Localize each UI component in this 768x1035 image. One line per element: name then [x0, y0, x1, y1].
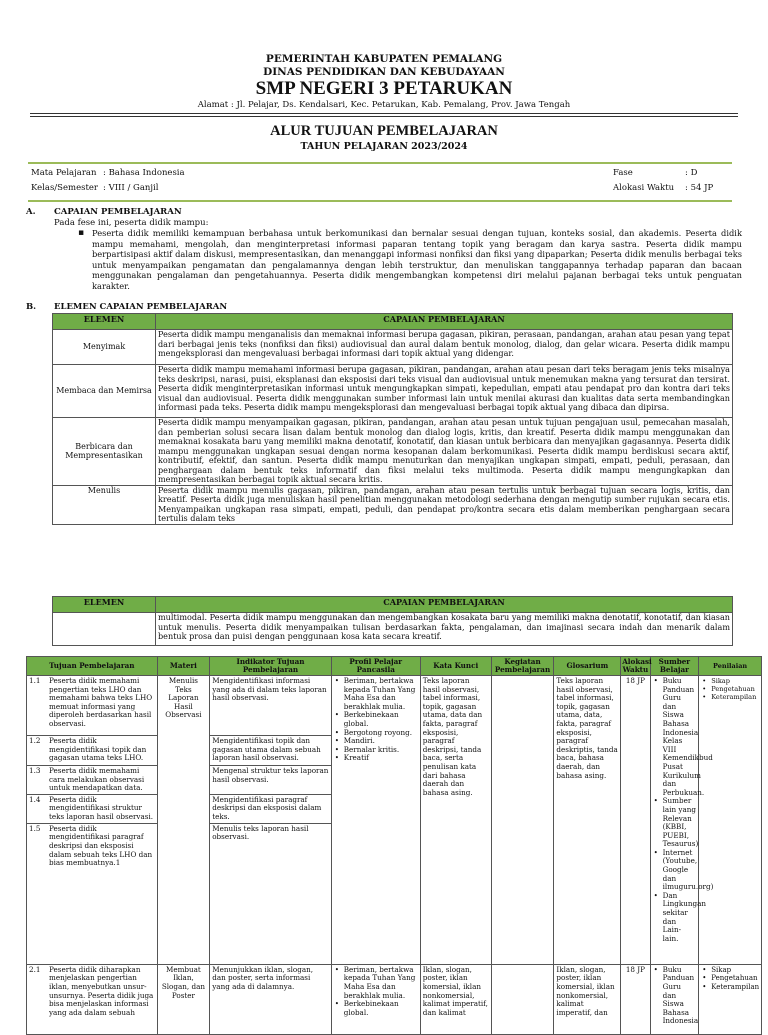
element-achievement: Peserta didik mampu menyampaikan gagasan, pikiran, pandangan, arahan atau pesan untuk tujuan pengajuan usul, pemecahan masalah, dan pemberian solusi secara lisan dalam bentuk monolog dan dialog logis, kritis, dan kreatif. Peserta didik mampu menggunakan dan memaknai kosakata baru yang memiliki makna denotatif, konotatif, dan kiasan untuk berbicara dan menyajikan gagasannya. Peserta didik mampu menggunakan ungkapan sesuai dengan norma kesopanan dalam berkomunikasi. Peserta didik mampu berdiskusi secara aktif, kontributif, efektif, dan santun. Peserta didik mampu menuturkan dan menyajikan ungkapan simpati, empati, peduli, perasaan, dan penghargaan dalam bentuk teks informatif dan fiksi melalui teks multimoda. Peserta didik mampu mengungkapkan dan mempresentasikan berbagai topik aktual secara kritis.	[156, 418, 733, 486]
letterhead-rule-thin	[30, 116, 738, 117]
profile-item: • Berkebinekaan global.	[334, 1000, 418, 1017]
source-item: • Sumber lain yang Relevan (KBBI, PUEBI, Tesaurus)	[653, 797, 697, 849]
objective-cell	[27, 766, 158, 795]
objective-text: Peserta didik memahami cara melakukan observasi untuk mendapatkan data.	[49, 766, 145, 793]
objective-number: 2.1	[29, 964, 41, 974]
assessment-item: • Keterampilan	[701, 983, 759, 992]
source-item: • Internet (Youtube, Google dan ilmuguru.org)	[653, 849, 697, 892]
element-table-continued	[52, 596, 733, 646]
column-header-assessment: Penilaian	[699, 657, 762, 676]
element-table	[52, 313, 733, 525]
assessment-item: • Pengetahuan	[701, 685, 759, 693]
time-allocation-value: : 54 JP	[685, 183, 714, 193]
objective-text: Peserta didik mengidentifikasi topik dan gagasan utama teks LHO.	[49, 736, 147, 763]
objective-text: Peserta didik memahami pengertian teks LHO dan memahami bahwa teks LHO memuat informasi yang diperoleh berdasarkan hasil observasi.	[49, 676, 153, 728]
objective-number: 1.4	[29, 794, 41, 804]
school-address: Alamat : Jl. Pelajar, Ds. Kendalsari, Kec. Petarukan, Kab. Pemalang, Prov. Jawa Tengah	[197, 100, 571, 110]
assessment-item: • Keterampilan	[701, 693, 759, 701]
document-subtitle: TAHUN PELAJARAN 2023/2024	[300, 141, 468, 152]
school-name: SMP NEGERI 3 PETARUKAN	[255, 78, 513, 99]
phase-value: : D	[685, 168, 698, 178]
atp-header-row	[27, 657, 762, 676]
objective-number: 1.1	[29, 676, 41, 685]
indicator-cell: Mengidentifikasi paragraf deskripsi dan eksposisi dalam teks.	[210, 794, 331, 823]
element-table-header	[53, 314, 733, 330]
objective-text: Peserta didik mengidentifikasi paragraf deskripsi dan eksposisi dalam sebuah teks LHO dan bias membuatnya.1	[49, 823, 153, 868]
assessment-item: • Sikap	[701, 966, 759, 975]
element-name: Menyimak	[53, 330, 156, 365]
element-achievement: Peserta didik mampu menganalisis dan memaknai informasi berupa gagasan, pikiran, perasaan, pandangan, arahan atau pesan yang tepat dari berbagai jenis teks (nonfiksi dan fiksi) audiovisual dan aural dalam bentuk monolog, dialog, dan gelar wicara. Peserta didik mampu mengeksplorasi dan mengevaluasi berbagai informasi dari topik aktual yang didengar.	[156, 330, 733, 365]
subject-value: : Bahasa Indonesia	[103, 168, 185, 178]
source-item: • Buku Panduan Guru dan Siswa Bahasa Indonesia Kelas VIII Kemendikbud Pusat Kurikulum dan Perbukuan.	[653, 677, 697, 797]
column-header-profile: Profil Pelajar Pancasila	[331, 657, 420, 676]
table-row	[53, 365, 733, 418]
objective-cell	[27, 794, 158, 823]
assessment-item: • Pengetahuan	[701, 974, 759, 983]
objective-number: 1.3	[29, 766, 41, 775]
element-achievement: Peserta didik mampu memahami informasi berupa gagasan, pikiran, pandangan, arahan atau pesan dari teks beragam jenis teks misalnya teks deskripsi, narasi, puisi, eksplanasi dan eksposisi dari teks visual dan audiovisual untuk menemukan makna yang tersurat dan tersirat. Peserta didik menginterpretasikan informasi untuk mengungkapkan simpati, kepedulian, empati atau pendapat pro dan kontra dari teks visual dan audiovisual. Peserta didik menggunakan sumber informasi lain untuk menilai akurasi dan kualitas data serta membandingkan informasi pada teks. Peserta didik mampu mengeksplorasi dan mengevaluasi berbagai topik aktual yang dibaca dan dipirsa.	[156, 365, 733, 418]
table-row	[53, 613, 733, 646]
source-item: • Dan Lingkungan sekitar dan Lain-lain.	[653, 892, 697, 944]
section-b-letter: B.	[26, 302, 37, 312]
objective-text: Peserta didik mengidentifikasi struktur teks laporan hasil observasi.	[49, 794, 154, 821]
objective-cell	[27, 736, 158, 766]
sources-cell	[650, 676, 714, 965]
section-a-letter: A.	[26, 207, 36, 217]
profile-item: • Bergotong royong.	[334, 729, 418, 738]
column-header-element: ELEMEN	[53, 314, 156, 330]
activities-cell	[491, 676, 554, 965]
profile-item: • Mandiri.	[334, 737, 418, 746]
profile-item: • Bernalar kritis.	[334, 746, 418, 755]
section-a-intro: Pada fese ini, peserta didik mampu:	[54, 218, 209, 228]
course-info	[28, 162, 732, 202]
material-cell: Menulis Teks Laporan Hasil Observasi	[157, 676, 210, 965]
element-achievement: Peserta didik mampu menulis gagasan, pikiran, pandangan, arahan atau pesan tertulis untuk berbagai tujuan secara logis, kritis, dan kreatif. Peserta didik juga menuliskan hasil penelitian menggunakan metodologi sederhana dengan mengutip sumber rujukan secara etis. Menyampaikan ungkapan rasa simpati, empati, peduli, dan pendapat pro/kontra secara etis dalam memberikan penghargaan secara tertulis dalam teks	[156, 485, 733, 524]
profile-item: • Kreatif	[334, 754, 418, 763]
time-allocation-label: Alokasi Waktu	[613, 183, 675, 193]
indicator-cell: Menunjukkan iklan, slogan, dan poster, serta informasi yang ada di dalamnya.	[210, 964, 331, 1034]
column-header-material: Materi	[157, 657, 210, 676]
indicator-cell: Mengenal struktur teks laporan hasil observasi.	[210, 766, 331, 795]
column-header-time: Alokasi Waktu	[622, 657, 652, 674]
objective-text: Peserta didik diharapkan menjelaskan pengertian iklan, menyebutkan unsur-unsurnya. Peserta didik juga bisa menjelaskan informasi yang ada dalam sebuah	[49, 964, 154, 1017]
class-label: Kelas/Semester	[31, 183, 98, 193]
table-row	[53, 418, 733, 486]
profile-item: • Berkebinekaan global.	[334, 711, 418, 728]
element-table-header	[53, 597, 733, 613]
element-achievement-continued: multimodal. Peserta didik mampu menggunakan dan mengembangkan kosakata baru yang memiliki makna denotatif, konotatif, dan kiasan untuk menulis. Peserta didik menyampaikan tulisan berdasarkan fakta, pengalaman, dan imajinasi secara indah dan menarik dalam bentuk prosa dan puisi dengan penggunaan kosa kata secara kreatif.	[156, 613, 733, 646]
learning-objectives-table	[26, 656, 762, 1035]
column-header-achievement: CAPAIAN PEMBELAJARAN	[156, 597, 733, 613]
indicator-cell: Mengidentifikasi informasi yang ada di dalam teks laporan hasil observasi.	[210, 676, 331, 736]
indicator-cell: Menulis teks laporan hasil observasi.	[210, 823, 331, 964]
section-a-achievement: Peserta didik memiliki kemampuan berbahasa untuk berkomunikasi dan bernalar sesuai dengan tujuan, konteks sosial, dan akademis. Peserta didik mampu memahami, mengolah, dan menginterpretasi informasi paparan tentang topik yang beragam dan karya sastra. Peserta didik mampu berpartisipasi aktif dalam diskusi, mempresentasikan, dan menanggapi informasi nonfiksi dan fiksi yang dipaparkan; Peserta didik menulis berbagai teks untuk menyampaikan pengamatan dan pengalamannya dengan lebih terstruktur, dan menuliskan tanggapannya terhadap paparan dan bacaan menggunakan pengalaman dan pengetahuannya. Peserta didik mengembangkan kompetensi diri melalui pajanan berbagai teks untuk penguatan karakter.	[92, 228, 742, 291]
material-cell: Membuat Iklan, Slogan, dan Poster	[157, 964, 210, 1034]
objective-number: 1.2	[29, 736, 41, 745]
objective-cell	[27, 823, 158, 964]
column-header-activities: Kegiatan Pembelajaran	[491, 657, 554, 676]
column-header-element: ELEMEN	[53, 597, 156, 613]
table-row	[27, 676, 762, 736]
column-header-sources: Sumber Belajar	[650, 657, 699, 676]
time-cell: 18 JP	[621, 676, 650, 965]
objective-number: 1.5	[29, 823, 41, 833]
element-name: Menulis	[53, 485, 156, 524]
element-name: Membaca dan Memirsa	[53, 365, 156, 418]
letterhead-rule-thick	[30, 113, 738, 114]
letterhead-government: PEMERINTAH KABUPATEN PEMALANG	[265, 53, 503, 65]
column-header-objective: Tujuan Pembelajaran	[27, 657, 158, 676]
element-name: Berbicara dan Mempresentasikan	[53, 418, 156, 486]
keywords-cell: Teks laporan hasil observasi, tabel informasi, topik, gagasan utama, data dan fakta, paragraf eksposisi, paragraf deskripsi, tanda baca, serta penulisan kata dari bahasa daerah dan bahasa asing.	[420, 676, 491, 965]
assessment-cell	[699, 676, 762, 965]
section-b-heading: ELEMEN CAPAIAN PEMBELAJARAN	[54, 302, 228, 312]
assessment-item: • Sikap	[701, 677, 759, 685]
time-cell: 18 JP	[621, 964, 650, 1034]
glossary-cell: Iklan, slogan, poster, iklan komersial, iklan nonkomersial, kalimat imperatif, dan	[554, 964, 621, 1034]
column-header-indicator: Indikator Tujuan Pembelajaran	[210, 657, 331, 676]
subject-label: Mata Pelajaran	[31, 168, 97, 178]
letterhead-department: DINAS PENDIDIKAN DAN KEBUDAYAAN	[263, 66, 505, 78]
document-title: ALUR TUJUAN PEMBELAJARAN	[270, 123, 498, 139]
profile-cell	[331, 676, 420, 965]
keywords-cell: Iklan, slogan, poster, iklan komersial, iklan nonkomersial, kalimat imperatif, dan kalimat	[420, 964, 491, 1034]
source-item: • Buku Panduan Guru dan Siswa Bahasa Indonesia	[653, 966, 697, 1026]
section-a-heading: CAPAIAN PEMBELAJARAN	[54, 207, 182, 217]
column-header-glossary: Glosarium	[554, 657, 621, 676]
profile-item: • Beriman, bertakwa kepada Tuhan Yang Maha Esa dan berakhlak mulia.	[334, 677, 418, 711]
column-header-achievement: CAPAIAN PEMBELAJARAN	[156, 314, 733, 330]
column-header-keywords: Kata Kunci	[420, 657, 491, 676]
profile-item: • Beriman, bertakwa kepada Tuhan Yang Maha Esa dan berakhlak mulia.	[334, 966, 418, 1000]
glossary-cell: Teks laporan hasil observasi, tabel informasi, topik, gagasan utama, data, fakta, paragraf eksposisi, paragraf deskriptis, tanda baca, bahasa daerah, dan bahasa asing.	[554, 676, 621, 965]
table-row	[53, 330, 733, 365]
phase-label: Fase	[613, 168, 633, 178]
class-value: : VIII / Ganjil	[103, 183, 159, 193]
objective-cell	[27, 676, 158, 736]
element-name	[53, 613, 156, 646]
indicator-cell: Mengidentifikasi topik dan gagasan utama dalam sebuah laporan hasil observasi.	[210, 736, 331, 766]
bullet-icon: ▪	[78, 228, 85, 238]
table-row	[53, 485, 733, 524]
